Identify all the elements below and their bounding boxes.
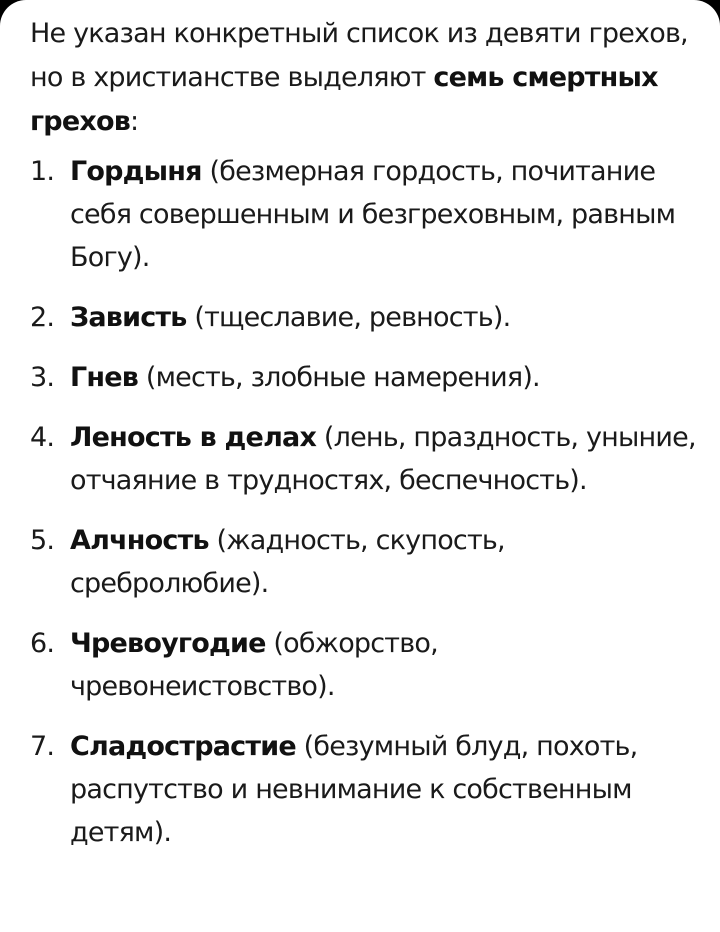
list-item (30, 356, 700, 399)
sin-name: Зависть (70, 302, 187, 333)
list-item-number: 4. (30, 422, 55, 453)
sin-name: Гнев (70, 362, 139, 393)
sin-description: (безмерная гордость, почитание себя совершенным и безгреховным, равным Богу). (70, 156, 676, 273)
list-item-text (70, 725, 700, 854)
sin-description: (обжорство, чревонеистовство). (70, 628, 438, 702)
list-item (30, 622, 700, 708)
sin-name: Леность в делах (70, 422, 317, 453)
sin-description: (лень, праздность, уныние, отчаяние в трудностях, беспечность). (70, 422, 696, 496)
sin-description: (месть, злобные намерения). (138, 362, 540, 393)
list-item-number: 5. (30, 525, 55, 556)
list-item (30, 150, 700, 279)
intro-trail: : (130, 106, 139, 137)
list-item-text (70, 622, 700, 708)
list-item (30, 296, 700, 339)
list-item-text (70, 150, 700, 279)
sin-name: Алчность (70, 525, 209, 556)
list-item-text (70, 519, 700, 605)
list-item (30, 725, 700, 854)
sin-description: (безумный блуд, похоть, распутство и невнимание к собственным детям). (70, 731, 638, 848)
list-item-number: 7. (30, 731, 55, 762)
list-item-number: 6. (30, 628, 55, 659)
list-item-number: 2. (30, 302, 55, 333)
list-item-number: 3. (30, 362, 55, 393)
sin-description: (тщеславие, ревность). (186, 302, 511, 333)
intro-highlight: семь смертных грехов (30, 62, 658, 137)
sin-name: Чревоугодие (70, 628, 266, 659)
intro-paragraph (30, 12, 690, 144)
list-item-number: 1. (30, 156, 55, 187)
sin-name: Гордыня (70, 156, 202, 187)
list-item-text (70, 356, 700, 399)
sin-description: (жадность, скупость, сребролюбие). (70, 525, 505, 599)
sin-name: Сладострастие (70, 731, 296, 762)
list-item (30, 519, 700, 605)
list-item (30, 416, 700, 502)
intro-lead: Не указан конкретный список из девяти грехов, но в христианстве выделяют (30, 18, 688, 93)
sins-list (30, 150, 700, 854)
list-item-text (70, 296, 700, 339)
list-item-text (70, 416, 700, 502)
